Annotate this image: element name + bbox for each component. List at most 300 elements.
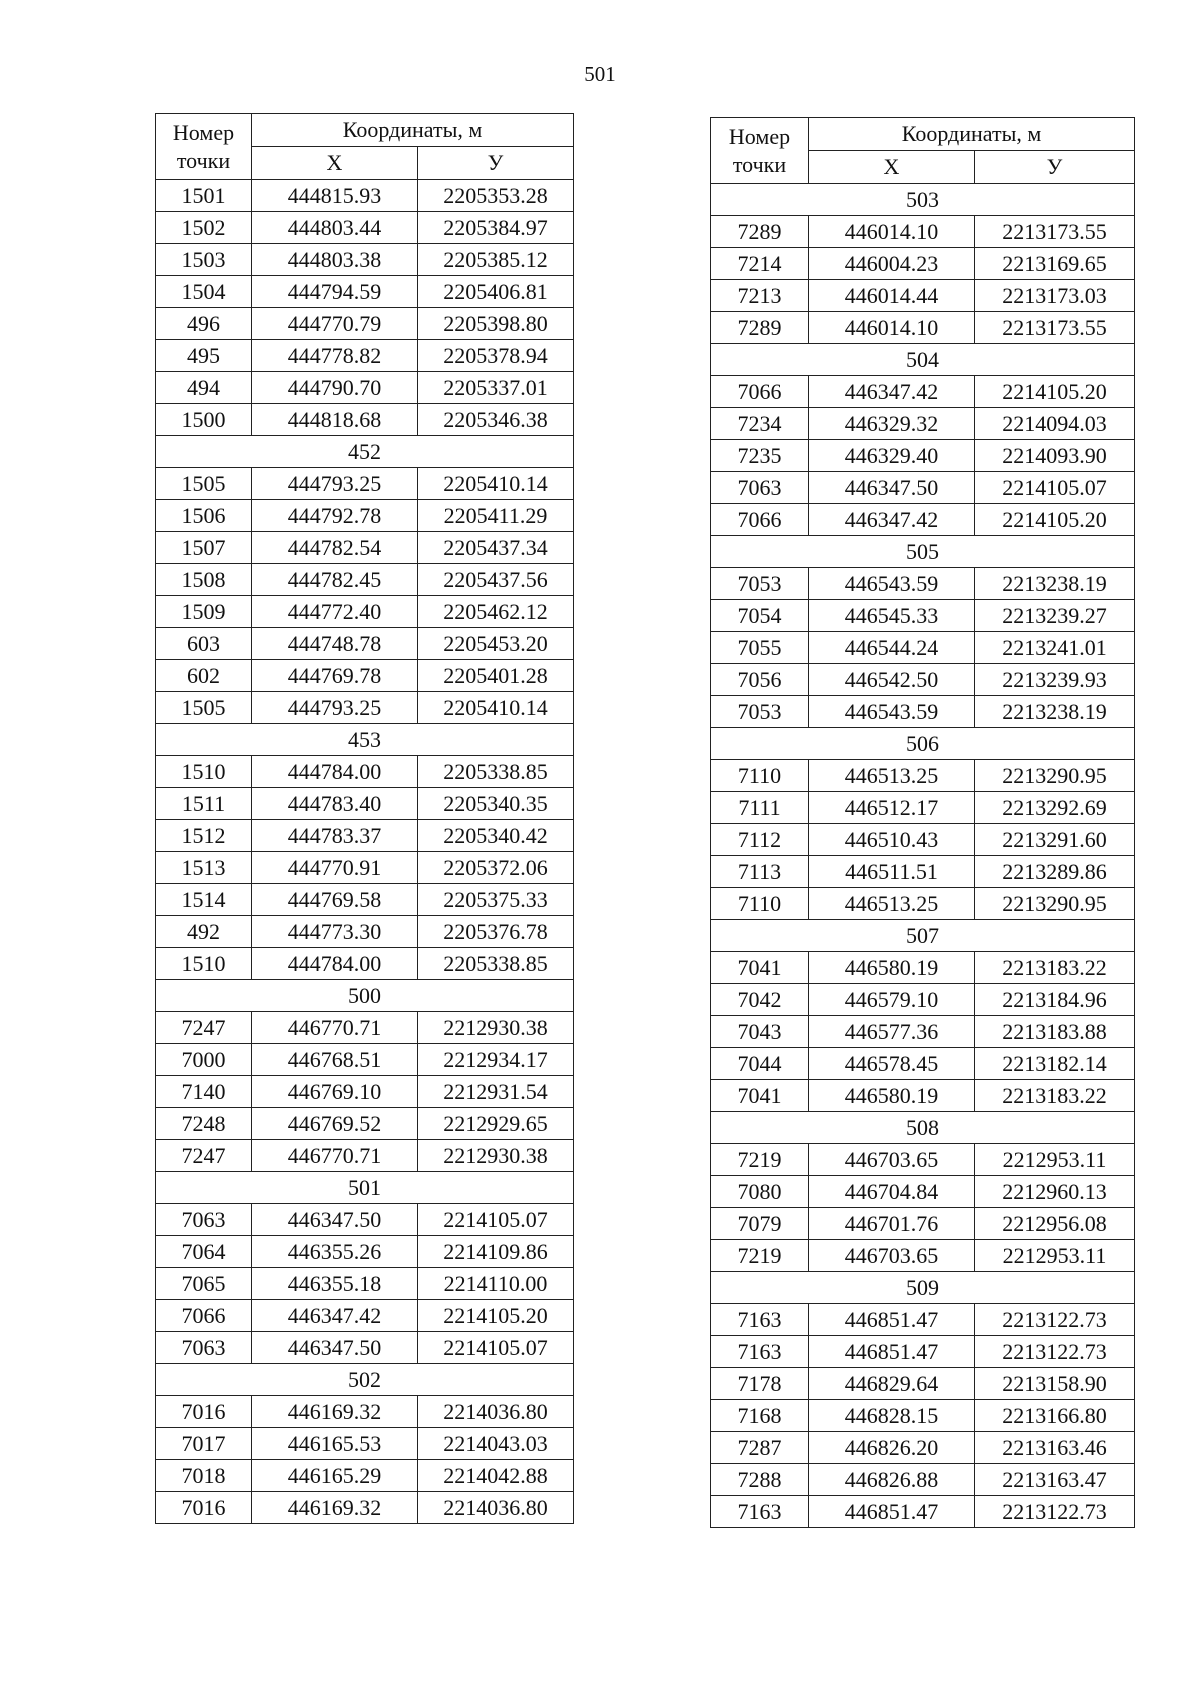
- table-row: [156, 468, 574, 500]
- point-number-cell: 1511: [156, 788, 252, 820]
- table-row: [711, 1016, 1135, 1048]
- point-number-cell: 7000: [156, 1044, 252, 1076]
- section-label: 500: [156, 980, 574, 1012]
- x-coordinate-cell: 446329.40: [809, 440, 975, 472]
- x-coordinate-cell: 446542.50: [809, 664, 975, 696]
- y-coordinate-cell: 2214042.88: [418, 1460, 574, 1492]
- x-coordinate-cell: 446578.45: [809, 1048, 975, 1080]
- x-coordinate-cell: 446768.51: [252, 1044, 418, 1076]
- x-coordinate-cell: 444769.78: [252, 660, 418, 692]
- y-coordinate-cell: 2212929.65: [418, 1108, 574, 1140]
- point-number-cell: 7066: [156, 1300, 252, 1332]
- point-number-cell: 7044: [711, 1048, 809, 1080]
- x-coordinate-cell: 444769.58: [252, 884, 418, 916]
- table-row: [156, 1300, 574, 1332]
- section-label: 502: [156, 1364, 574, 1396]
- point-number-cell: 7213: [711, 280, 809, 312]
- point-number-cell: 7219: [711, 1144, 809, 1176]
- y-coordinate-cell: 2205401.28: [418, 660, 574, 692]
- point-number-cell: 7219: [711, 1240, 809, 1272]
- x-coordinate-cell: 446512.17: [809, 792, 975, 824]
- section-label: 505: [711, 536, 1135, 568]
- point-number-cell: 7247: [156, 1012, 252, 1044]
- point-number-cell: 1510: [156, 756, 252, 788]
- table-row: [156, 692, 574, 724]
- x-coordinate-cell: 444778.82: [252, 340, 418, 372]
- x-coordinate-cell: 446543.59: [809, 696, 975, 728]
- y-coordinate-cell: 2205340.42: [418, 820, 574, 852]
- x-coordinate-cell: 444783.37: [252, 820, 418, 852]
- point-number-cell: 7163: [711, 1304, 809, 1336]
- y-header: У: [975, 151, 1135, 184]
- point-number-cell: 603: [156, 628, 252, 660]
- y-coordinate-cell: 2214105.07: [418, 1332, 574, 1364]
- table-row: [156, 1428, 574, 1460]
- point-number-cell: 7018: [156, 1460, 252, 1492]
- table-row: [711, 1144, 1135, 1176]
- point-number-cell: 7289: [711, 216, 809, 248]
- point-number-header: Номер точки: [156, 114, 252, 180]
- table-row: [156, 1012, 574, 1044]
- section-label: 509: [711, 1272, 1135, 1304]
- y-coordinate-cell: 2212956.08: [975, 1208, 1135, 1240]
- y-coordinate-cell: 2213122.73: [975, 1304, 1135, 1336]
- x-coordinate-cell: 446355.18: [252, 1268, 418, 1300]
- y-coordinate-cell: 2214036.80: [418, 1492, 574, 1524]
- x-coordinate-cell: 444815.93: [252, 180, 418, 212]
- point-number-cell: 496: [156, 308, 252, 340]
- x-coordinate-cell: 446014.10: [809, 216, 975, 248]
- point-number-cell: 1514: [156, 884, 252, 916]
- table-row: [711, 1400, 1135, 1432]
- point-number-cell: 1504: [156, 276, 252, 308]
- section-header-row: [156, 1172, 574, 1204]
- y-coordinate-cell: 2213163.47: [975, 1464, 1135, 1496]
- x-coordinate-cell: 444803.44: [252, 212, 418, 244]
- table-row: [156, 1460, 574, 1492]
- table-row: [156, 180, 574, 212]
- y-coordinate-cell: 2212960.13: [975, 1176, 1135, 1208]
- table-row: [711, 760, 1135, 792]
- table-row: [156, 308, 574, 340]
- table-row: [711, 1368, 1135, 1400]
- y-coordinate-cell: 2205406.81: [418, 276, 574, 308]
- y-coordinate-cell: 2214094.03: [975, 408, 1135, 440]
- point-number-cell: 1501: [156, 180, 252, 212]
- point-number-cell: 7140: [156, 1076, 252, 1108]
- point-number-cell: 7163: [711, 1336, 809, 1368]
- y-coordinate-cell: 2213182.14: [975, 1048, 1135, 1080]
- point-number-cell: 7066: [711, 376, 809, 408]
- point-number-cell: 1503: [156, 244, 252, 276]
- y-coordinate-cell: 2205462.12: [418, 596, 574, 628]
- x-coordinate-cell: 446347.50: [252, 1204, 418, 1236]
- x-coordinate-cell: 446165.29: [252, 1460, 418, 1492]
- x-coordinate-cell: 446014.10: [809, 312, 975, 344]
- y-coordinate-cell: 2213292.69: [975, 792, 1135, 824]
- table-row: [711, 568, 1135, 600]
- y-coordinate-cell: 2213158.90: [975, 1368, 1135, 1400]
- y-coordinate-cell: 2205353.28: [418, 180, 574, 212]
- x-coordinate-cell: 446543.59: [809, 568, 975, 600]
- point-number-cell: 7235: [711, 440, 809, 472]
- point-number-cell: 7063: [156, 1204, 252, 1236]
- y-coordinate-cell: 2213163.46: [975, 1432, 1135, 1464]
- y-coordinate-cell: 2213238.19: [975, 696, 1135, 728]
- point-number-cell: 7053: [711, 568, 809, 600]
- x-coordinate-cell: 444770.91: [252, 852, 418, 884]
- x-coordinate-cell: 444770.79: [252, 308, 418, 340]
- point-number-cell: 7016: [156, 1492, 252, 1524]
- table-row: [156, 372, 574, 404]
- y-coordinate-cell: 2212953.11: [975, 1144, 1135, 1176]
- table-row: [711, 376, 1135, 408]
- y-coordinate-cell: 2214105.20: [418, 1300, 574, 1332]
- point-number-cell: 7017: [156, 1428, 252, 1460]
- table-row: [711, 280, 1135, 312]
- x-coordinate-cell: 446701.76: [809, 1208, 975, 1240]
- y-coordinate-cell: 2212953.11: [975, 1240, 1135, 1272]
- table-row: [711, 312, 1135, 344]
- coordinates-table-left: [155, 113, 574, 1524]
- y-coordinate-cell: 2205453.20: [418, 628, 574, 660]
- x-coordinate-cell: 444793.25: [252, 692, 418, 724]
- y-coordinate-cell: 2205346.38: [418, 404, 574, 436]
- section-label: 508: [711, 1112, 1135, 1144]
- x-coordinate-cell: 444782.54: [252, 532, 418, 564]
- x-coordinate-cell: 446544.24: [809, 632, 975, 664]
- y-coordinate-cell: 2214043.03: [418, 1428, 574, 1460]
- point-number-cell: 7289: [711, 312, 809, 344]
- point-number-cell: 7055: [711, 632, 809, 664]
- y-coordinate-cell: 2205398.80: [418, 308, 574, 340]
- section-label: 501: [156, 1172, 574, 1204]
- y-coordinate-cell: 2205437.34: [418, 532, 574, 564]
- table-row: [156, 1076, 574, 1108]
- table-row: [156, 1044, 574, 1076]
- point-number-cell: 7056: [711, 664, 809, 696]
- y-coordinate-cell: 2205411.29: [418, 500, 574, 532]
- point-number-cell: 1505: [156, 468, 252, 500]
- table-row: [156, 820, 574, 852]
- y-coordinate-cell: 2214105.20: [975, 504, 1135, 536]
- point-number-cell: 7214: [711, 248, 809, 280]
- y-coordinate-cell: 2213289.86: [975, 856, 1135, 888]
- x-header: Х: [252, 147, 418, 180]
- x-header: Х: [809, 151, 975, 184]
- y-coordinate-cell: 2205337.01: [418, 372, 574, 404]
- x-coordinate-cell: 446513.25: [809, 760, 975, 792]
- point-number-cell: 7168: [711, 1400, 809, 1432]
- table-row: [156, 628, 574, 660]
- x-coordinate-cell: 446355.26: [252, 1236, 418, 1268]
- x-coordinate-cell: 444790.70: [252, 372, 418, 404]
- table-row: [156, 596, 574, 628]
- y-coordinate-cell: 2205378.94: [418, 340, 574, 372]
- x-coordinate-cell: 446769.52: [252, 1108, 418, 1140]
- table-row: [711, 1240, 1135, 1272]
- table-row: [156, 660, 574, 692]
- table-row: [156, 916, 574, 948]
- x-coordinate-cell: 446329.32: [809, 408, 975, 440]
- point-number-cell: 7054: [711, 600, 809, 632]
- page-number: 501: [584, 62, 616, 86]
- y-coordinate-cell: 2212934.17: [418, 1044, 574, 1076]
- y-coordinate-cell: 2205372.06: [418, 852, 574, 884]
- table-row: [711, 408, 1135, 440]
- y-coordinate-cell: 2213173.55: [975, 312, 1135, 344]
- point-number-header: Номер точки: [711, 118, 809, 184]
- y-coordinate-cell: 2213122.73: [975, 1336, 1135, 1368]
- section-header-row: [711, 536, 1135, 568]
- y-coordinate-cell: 2213183.22: [975, 1080, 1135, 1112]
- x-coordinate-cell: 446851.47: [809, 1304, 975, 1336]
- table-row: [156, 500, 574, 532]
- y-coordinate-cell: 2214093.90: [975, 440, 1135, 472]
- point-number-cell: 602: [156, 660, 252, 692]
- table-row: [711, 952, 1135, 984]
- point-number-cell: 1505: [156, 692, 252, 724]
- y-coordinate-cell: 2205375.33: [418, 884, 574, 916]
- point-number-cell: 1510: [156, 948, 252, 980]
- x-coordinate-cell: 446851.47: [809, 1336, 975, 1368]
- x-coordinate-cell: 446851.47: [809, 1496, 975, 1528]
- x-coordinate-cell: 446580.19: [809, 952, 975, 984]
- table-row: [711, 1176, 1135, 1208]
- table-row: [156, 1236, 574, 1268]
- section-label: 453: [156, 724, 574, 756]
- point-number-cell: 7053: [711, 696, 809, 728]
- point-number-cell: 7163: [711, 1496, 809, 1528]
- point-number-cell: 1513: [156, 852, 252, 884]
- table-row: [711, 472, 1135, 504]
- x-coordinate-cell: 446169.32: [252, 1492, 418, 1524]
- y-coordinate-cell: 2213183.88: [975, 1016, 1135, 1048]
- x-coordinate-cell: 446770.71: [252, 1140, 418, 1172]
- point-number-cell: 7063: [711, 472, 809, 504]
- x-coordinate-cell: 446347.42: [809, 376, 975, 408]
- point-number-cell: 1509: [156, 596, 252, 628]
- table-row: [711, 1432, 1135, 1464]
- section-header-row: [711, 920, 1135, 952]
- point-number-cell: 7110: [711, 888, 809, 920]
- table-row: [711, 824, 1135, 856]
- x-coordinate-cell: 444782.45: [252, 564, 418, 596]
- coordinates-header: Координаты, м: [809, 118, 1135, 151]
- point-number-cell: 1506: [156, 500, 252, 532]
- y-coordinate-cell: 2213122.73: [975, 1496, 1135, 1528]
- y-coordinate-cell: 2213290.95: [975, 760, 1135, 792]
- y-coordinate-cell: 2213169.65: [975, 248, 1135, 280]
- y-coordinate-cell: 2205410.14: [418, 468, 574, 500]
- table-row: [711, 1080, 1135, 1112]
- y-coordinate-cell: 2214110.00: [418, 1268, 574, 1300]
- table-row: [156, 404, 574, 436]
- point-number-cell: 7113: [711, 856, 809, 888]
- section-header-row: [711, 1272, 1135, 1304]
- y-coordinate-cell: 2213239.93: [975, 664, 1135, 696]
- x-coordinate-cell: 446511.51: [809, 856, 975, 888]
- table-row: [156, 852, 574, 884]
- x-coordinate-cell: 446510.43: [809, 824, 975, 856]
- point-number-cell: 7247: [156, 1140, 252, 1172]
- point-number-cell: 495: [156, 340, 252, 372]
- section-header-row: [711, 344, 1135, 376]
- x-coordinate-cell: 446828.15: [809, 1400, 975, 1432]
- table-row: [156, 1332, 574, 1364]
- point-number-cell: 1512: [156, 820, 252, 852]
- table-row: [156, 244, 574, 276]
- table-row: [156, 212, 574, 244]
- section-header-row: [156, 436, 574, 468]
- x-coordinate-cell: 444784.00: [252, 756, 418, 788]
- table-row: [156, 788, 574, 820]
- table-row: [711, 792, 1135, 824]
- table-row: [156, 532, 574, 564]
- table-row: [711, 248, 1135, 280]
- x-coordinate-cell: 446169.32: [252, 1396, 418, 1428]
- x-coordinate-cell: 444783.40: [252, 788, 418, 820]
- y-coordinate-cell: 2213173.55: [975, 216, 1135, 248]
- section-label: 507: [711, 920, 1135, 952]
- table-row: [711, 888, 1135, 920]
- x-coordinate-cell: 446347.42: [252, 1300, 418, 1332]
- point-number-cell: 7041: [711, 952, 809, 984]
- x-coordinate-cell: 446545.33: [809, 600, 975, 632]
- y-coordinate-cell: 2214105.20: [975, 376, 1135, 408]
- x-coordinate-cell: 444803.38: [252, 244, 418, 276]
- coordinates-header: Координаты, м: [252, 114, 574, 147]
- y-coordinate-cell: 2213290.95: [975, 888, 1135, 920]
- table-row: [711, 1304, 1135, 1336]
- y-coordinate-cell: 2205338.85: [418, 948, 574, 980]
- y-coordinate-cell: 2212931.54: [418, 1076, 574, 1108]
- y-coordinate-cell: 2205340.35: [418, 788, 574, 820]
- table-row: [156, 1268, 574, 1300]
- point-number-cell: 7287: [711, 1432, 809, 1464]
- table-row: [156, 756, 574, 788]
- x-coordinate-cell: 446577.36: [809, 1016, 975, 1048]
- point-number-cell: 7080: [711, 1176, 809, 1208]
- y-header: У: [418, 147, 574, 180]
- point-number-cell: 7016: [156, 1396, 252, 1428]
- point-number-cell: 7234: [711, 408, 809, 440]
- table-row: [711, 440, 1135, 472]
- point-number-cell: 494: [156, 372, 252, 404]
- point-number-cell: 1502: [156, 212, 252, 244]
- x-coordinate-cell: 444772.40: [252, 596, 418, 628]
- x-coordinate-cell: 446004.23: [809, 248, 975, 280]
- table-row: [711, 600, 1135, 632]
- point-number-cell: 7065: [156, 1268, 252, 1300]
- table-row: [156, 884, 574, 916]
- x-coordinate-cell: 444773.30: [252, 916, 418, 948]
- point-number-cell: 7112: [711, 824, 809, 856]
- section-header-row: [711, 1112, 1135, 1144]
- y-coordinate-cell: 2205384.97: [418, 212, 574, 244]
- table-row: [711, 1048, 1135, 1080]
- y-coordinate-cell: 2214109.86: [418, 1236, 574, 1268]
- table-row: [711, 216, 1135, 248]
- point-number-cell: 1500: [156, 404, 252, 436]
- point-number-cell: 7110: [711, 760, 809, 792]
- table-row: [711, 664, 1135, 696]
- y-coordinate-cell: 2213241.01: [975, 632, 1135, 664]
- y-coordinate-cell: 2205338.85: [418, 756, 574, 788]
- point-number-cell: 7178: [711, 1368, 809, 1400]
- y-coordinate-cell: 2205410.14: [418, 692, 574, 724]
- table-row: [711, 696, 1135, 728]
- table-row: [711, 1496, 1135, 1528]
- x-coordinate-cell: 444784.00: [252, 948, 418, 980]
- y-coordinate-cell: 2213166.80: [975, 1400, 1135, 1432]
- y-coordinate-cell: 2213291.60: [975, 824, 1135, 856]
- section-label: 503: [711, 184, 1135, 216]
- x-coordinate-cell: 446347.50: [252, 1332, 418, 1364]
- table-row: [156, 564, 574, 596]
- table-row: [711, 984, 1135, 1016]
- table-row: [156, 1140, 574, 1172]
- x-coordinate-cell: 446703.65: [809, 1240, 975, 1272]
- point-number-cell: 7043: [711, 1016, 809, 1048]
- x-coordinate-cell: 446703.65: [809, 1144, 975, 1176]
- point-number-cell: 7066: [711, 504, 809, 536]
- y-coordinate-cell: 2214105.07: [418, 1204, 574, 1236]
- y-coordinate-cell: 2213183.22: [975, 952, 1135, 984]
- y-coordinate-cell: 2205437.56: [418, 564, 574, 596]
- section-label: 506: [711, 728, 1135, 760]
- section-label: 452: [156, 436, 574, 468]
- table-row: [711, 1336, 1135, 1368]
- section-header-row: [156, 1364, 574, 1396]
- y-coordinate-cell: 2212930.38: [418, 1012, 574, 1044]
- section-header-row: [711, 184, 1135, 216]
- y-coordinate-cell: 2205376.78: [418, 916, 574, 948]
- point-number-cell: 7064: [156, 1236, 252, 1268]
- table-row: [156, 1204, 574, 1236]
- x-coordinate-cell: 446769.10: [252, 1076, 418, 1108]
- point-number-cell: 7111: [711, 792, 809, 824]
- x-coordinate-cell: 444792.78: [252, 500, 418, 532]
- x-coordinate-cell: 446580.19: [809, 1080, 975, 1112]
- y-coordinate-cell: 2213239.27: [975, 600, 1135, 632]
- table-row: [156, 1396, 574, 1428]
- section-label: 504: [711, 344, 1135, 376]
- point-number-cell: 1507: [156, 532, 252, 564]
- table-row: [156, 948, 574, 980]
- y-coordinate-cell: 2213184.96: [975, 984, 1135, 1016]
- x-coordinate-cell: 444818.68: [252, 404, 418, 436]
- coordinates-table-right: [710, 117, 1135, 1528]
- x-coordinate-cell: 446770.71: [252, 1012, 418, 1044]
- x-coordinate-cell: 446704.84: [809, 1176, 975, 1208]
- table-row: [156, 1108, 574, 1140]
- y-coordinate-cell: 2214105.07: [975, 472, 1135, 504]
- section-header-row: [711, 728, 1135, 760]
- y-coordinate-cell: 2213238.19: [975, 568, 1135, 600]
- point-number-cell: 7042: [711, 984, 809, 1016]
- table-row: [711, 1464, 1135, 1496]
- x-coordinate-cell: 446513.25: [809, 888, 975, 920]
- point-number-cell: 1508: [156, 564, 252, 596]
- table-row: [711, 856, 1135, 888]
- x-coordinate-cell: 446347.50: [809, 472, 975, 504]
- point-number-cell: 7288: [711, 1464, 809, 1496]
- y-coordinate-cell: 2212930.38: [418, 1140, 574, 1172]
- x-coordinate-cell: 444748.78: [252, 628, 418, 660]
- table-row: [156, 1492, 574, 1524]
- point-number-cell: 7063: [156, 1332, 252, 1364]
